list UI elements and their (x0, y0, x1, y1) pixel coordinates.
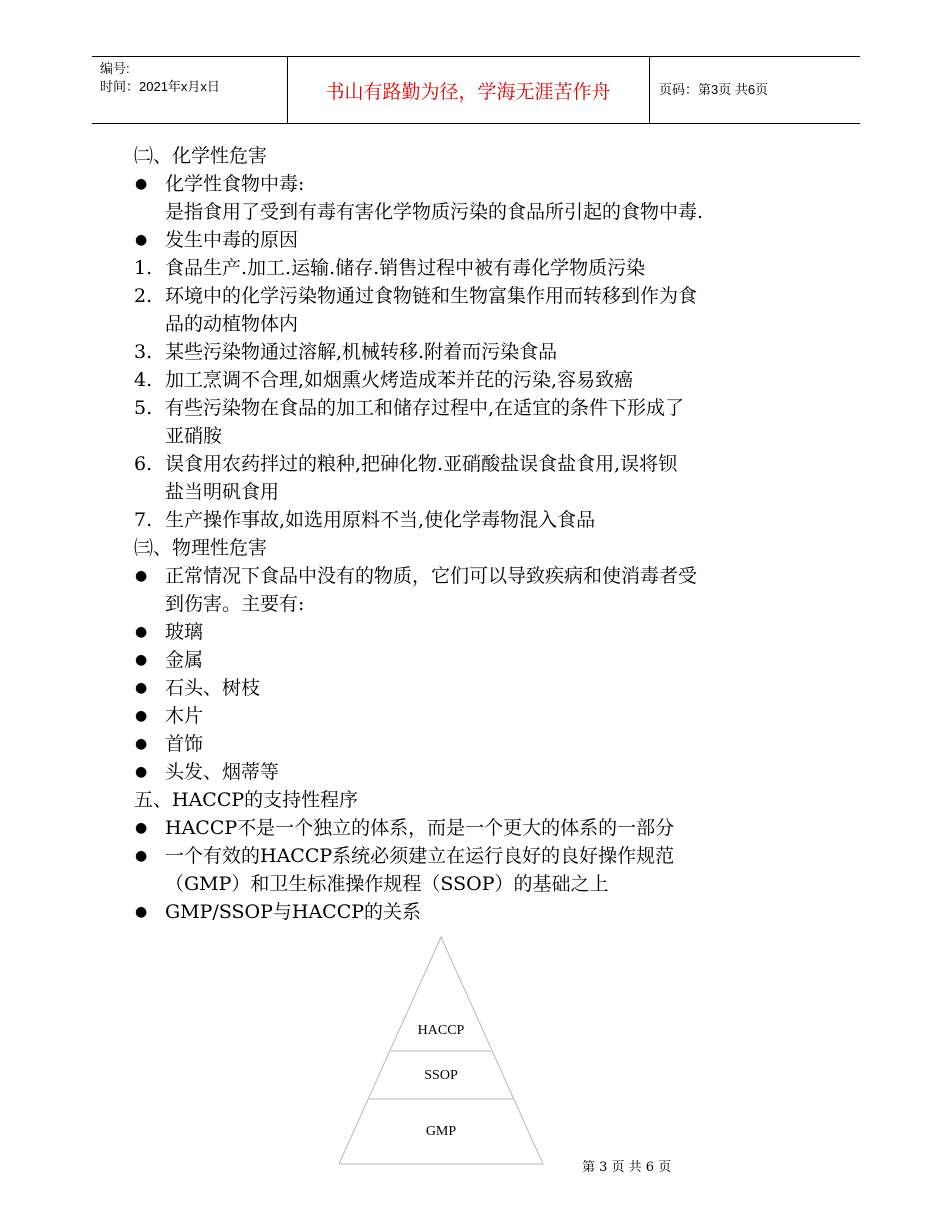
bullet-icon: ● (135, 820, 148, 836)
bullet-item: ● 发生中毒的原因 (134, 226, 854, 254)
numbered-item-continuation: 亚硝胺 (165, 425, 223, 447)
bullet-icon: ● (135, 568, 148, 584)
bullet-icon: ● (135, 652, 148, 668)
section-heading: ㈡、化学性危害 (134, 145, 268, 167)
numbered-item: 2. 环境中的化学污染物通过食物链和生物富集作用而转移到作为食 (134, 285, 698, 307)
bullet-icon: ● (135, 232, 148, 248)
pyramid-diagram (338, 936, 544, 1166)
bullet-icon: ● (135, 708, 148, 724)
bullet-item: ● 首饰 (134, 730, 854, 758)
paragraph-line: 是指食用了受到有毒有害化学物质污染的食品所引起的食物中毒. (165, 201, 704, 223)
page-header (92, 56, 860, 124)
bullet-icon: ● (135, 176, 148, 192)
numbered-item-continuation: 盐当明矾食用 (165, 481, 280, 503)
bullet-item: ● 正常情况下食品中没有的物质，它们可以导致疾病和使消毒者受 (134, 562, 854, 590)
bullet-item-continuation: （GMP）和卫生标准操作规程（SSOP）的基础之上 (165, 873, 609, 895)
pyramid-top-label: HACCP (417, 1023, 465, 1038)
bullet-item: ● 头发、烟蒂等 (134, 758, 854, 786)
bullet-icon: ● (135, 680, 148, 696)
section-heading: ㈢、物理性危害 (134, 537, 268, 559)
page-info: 页码：第3页 共6页 (659, 82, 769, 97)
numbered-item-continuation: 品的动植物体内 (165, 313, 299, 335)
numbered-item: 7. 生产操作事故,如选用原料不当,使化学毒物混入食品 (134, 509, 596, 531)
pyramid-bottom-label: GMP (425, 1124, 457, 1139)
numbered-item: 3. 某些污染物通过溶解,机械转移.附着而污染食品 (134, 341, 558, 363)
bullet-icon: ● (135, 764, 148, 780)
document-number-label: 编号: (100, 61, 130, 76)
bullet-item: ● HACCP不是一个独立的体系，而是一个更大的体系的一部分 (134, 814, 854, 842)
bullet-item: ● 金属 (134, 646, 854, 674)
bullet-icon: ● (135, 624, 148, 640)
bullet-item: ● 石头、树枝 (134, 674, 854, 702)
document-body (134, 142, 854, 926)
page-footer: 第 3 页 共 6 页 (582, 1160, 672, 1175)
bullet-icon: ● (135, 736, 148, 752)
header-motto: 书山有路勤为径，学海无涯苦作舟 (325, 80, 611, 103)
bullet-icon: ● (135, 904, 148, 920)
bullet-icon: ● (135, 848, 148, 864)
bullet-item: ● GMP/SSOP与HACCP的关系 (134, 898, 854, 926)
numbered-item: 1. 食品生产.加工.运输.储存.销售过程中被有毒化学物质污染 (134, 257, 646, 279)
document-time-label: 时间：2021年x月x日 (100, 79, 220, 94)
pyramid-middle-label: SSOP (424, 1068, 458, 1083)
header-divider (649, 57, 650, 123)
numbered-item: 5. 有些污染物在食品的加工和储存过程中,在适宜的条件下形成了 (134, 397, 685, 419)
bullet-item: ● 木片 (134, 702, 854, 730)
section-heading: 五、HACCP的支持性程序 (134, 789, 359, 811)
bullet-item: ● 玻璃 (134, 618, 854, 646)
bullet-item: ● 化学性食物中毒: (134, 170, 854, 198)
numbered-item: 6. 误食用农药拌过的粮种,把砷化物.亚硝酸盐误食盐食用,误将钡 (134, 453, 678, 475)
numbered-item: 4. 加工烹调不合理,如烟熏火烤造成苯并芘的污染,容易致癌 (134, 369, 634, 391)
bullet-item: ● 一个有效的HACCP系统必须建立在运行良好的良好操作规范 (134, 842, 854, 870)
bullet-item-continuation: 到伤害。主要有: (165, 593, 305, 615)
